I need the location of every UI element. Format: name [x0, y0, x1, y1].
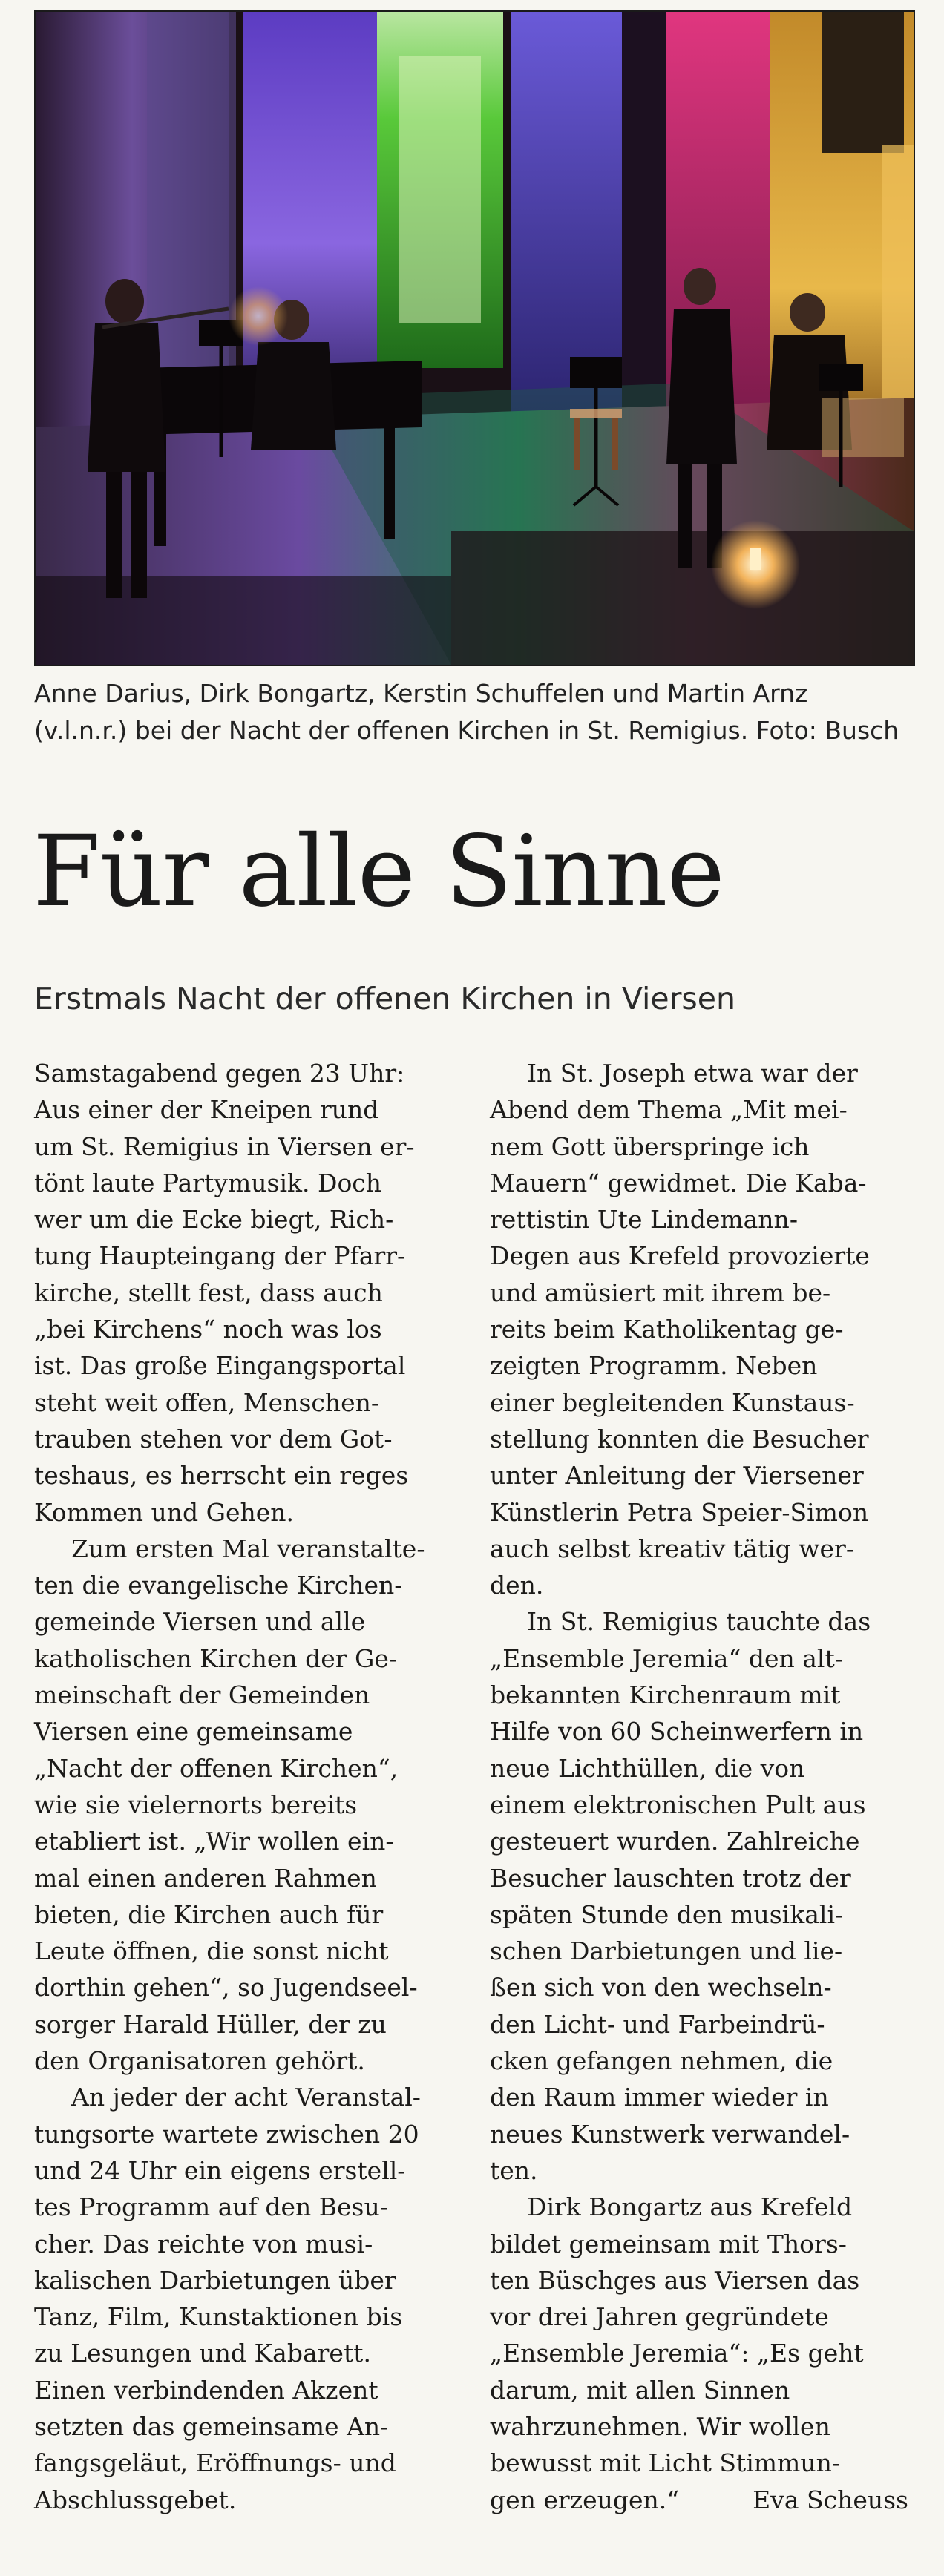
text-line: sorger Harald Hüller, der zu	[34, 2009, 387, 2039]
text-line: unter Anleitung der Viersener	[490, 1461, 864, 1491]
text-line: trauben stehen vor dem Got-	[34, 1424, 393, 1453]
text-line: Abschlussgebet.	[34, 2485, 237, 2514]
text-line: „Ensemble Jeremia“ den alt-	[490, 1643, 843, 1673]
text-line: zeigten Programm. Neben	[490, 1351, 818, 1381]
text-line: Viersen eine gemeinsame	[34, 1717, 353, 1747]
text-line: Zum ersten Mal veranstalte-	[71, 1534, 425, 1563]
text-line: fangsgeläut, Eröffnungs- und	[34, 2448, 396, 2478]
text-line: katholischen Kirchen der Ge-	[34, 1643, 398, 1673]
text-line: In St. Joseph etwa war der	[527, 1059, 858, 1088]
text-line: „bei Kirchens“ noch was los	[34, 1315, 382, 1344]
text-line: Aus einer der Kneipen rund	[34, 1095, 379, 1125]
text-line: Besucher lauschten trotz der	[490, 1863, 851, 1893]
text-line: darum, mit allen Sinnen	[490, 2375, 790, 2405]
text-line: um St. Remigius in Viersen er-	[34, 1131, 415, 1161]
text-line: tung Haupteingang der Pfarr-	[34, 1241, 406, 1271]
text-line: Mauern“ gewidmet. Die Kaba-	[490, 1168, 867, 1197]
text-line: wahrzunehmen. Wir wollen	[490, 2411, 830, 2441]
text-line: Degen aus Krefeld provozierte	[490, 1241, 870, 1271]
text-line: zu Lesungen und Kabarett.	[34, 2339, 371, 2368]
text-line: „Ensemble Jeremia“: „Es geht	[490, 2339, 864, 2368]
photo-caption	[34, 675, 917, 749]
text-line: gesteuert wurden. Zahlreiche	[490, 1827, 860, 1856]
closing-line	[490, 2482, 911, 2518]
text-line: den Organisatoren gehört.	[34, 2046, 365, 2076]
article-photo	[34, 10, 915, 666]
text-line: neue Lichthüllen, die von	[490, 1753, 805, 1783]
text-line: und 24 Uhr ein eigens erstell-	[34, 2155, 406, 2185]
text-line: ten Büschges aus Viersen das	[490, 2265, 860, 2295]
text-line: kalischen Darbietungen über	[34, 2265, 396, 2295]
text-line: neues Kunstwerk verwandel-	[490, 2119, 850, 2149]
text-line: Hilfe von 60 Scheinwerfern in	[490, 1717, 864, 1747]
text-line: einer begleitenden Kunstaus-	[490, 1387, 855, 1417]
text-line: Samstagabend gegen 23 Uhr:	[34, 1059, 405, 1088]
text-line: tönt laute Partymusik. Doch	[34, 1168, 382, 1197]
text-line: cken gefangen nehmen, die	[490, 2046, 833, 2076]
article-subheadline: Erstmals Nacht der offenen Kirchen in Viersen	[34, 981, 736, 1016]
text-line: den.	[490, 1571, 544, 1600]
text-line: bieten, die Kirchen auch für	[34, 1899, 384, 1929]
text-line: bekannten Kirchenraum mit	[490, 1680, 841, 1710]
paragraph	[34, 1531, 435, 2079]
paragraph	[490, 2189, 911, 2518]
text-line: nem Gott überspringe ich	[490, 1131, 810, 1161]
article-column-right	[490, 1055, 911, 2518]
text-line: stellung konnten die Besucher	[490, 1424, 869, 1453]
text-line: ßen sich von den wechseln-	[490, 1973, 832, 2002]
text-line: setzten das gemeinsame An-	[34, 2411, 389, 2441]
text-line: gen erzeugen.“	[490, 2485, 680, 2514]
text-line: bewusst mit Licht Stimmun-	[490, 2448, 840, 2478]
paragraph	[490, 1055, 911, 1603]
text-line: An jeder der acht Veranstal-	[71, 2083, 421, 2112]
text-line: ten.	[490, 2155, 538, 2185]
text-line: bildet gemeinsam mit Thors-	[490, 2229, 847, 2258]
text-line: „Nacht der offenen Kirchen“,	[34, 1753, 399, 1783]
text-line: meinschaft der Gemeinden	[34, 1680, 370, 1710]
caption-line: Anne Darius, Dirk Bongartz, Kerstin Schuffelen und Martin Arnz	[34, 679, 808, 708]
article-headline: Für alle Sinne	[33, 815, 724, 929]
text-line: tes Programm auf den Besu-	[34, 2192, 388, 2222]
text-line: schen Darbietungen und lie-	[490, 1936, 843, 1966]
text-line: Abend dem Thema „Mit mei-	[490, 1095, 848, 1125]
text-line: auch selbst kreativ tätig wer-	[490, 1534, 854, 1563]
text-line: den Raum immer wieder in	[490, 2083, 829, 2112]
text-line: wie sie vielernorts bereits	[34, 1790, 358, 1819]
text-line: Leute öffnen, die sonst nicht	[34, 1936, 389, 1966]
text-line: Einen verbindenden Akzent	[34, 2375, 378, 2405]
text-line: cher. Das reichte von musi-	[34, 2229, 373, 2258]
text-line: einem elektronischen Pult aus	[490, 1790, 866, 1819]
text-line: vor drei Jahren gegründete	[490, 2302, 829, 2332]
text-line: steht weit offen, Menschen-	[34, 1387, 380, 1417]
text-line: späten Stunde den musikali-	[490, 1899, 844, 1929]
text-line: Kommen und Gehen.	[34, 1497, 295, 1527]
text-line: dorthin gehen“, so Jugendseel-	[34, 1973, 418, 2002]
text-line: teshaus, es herrscht ein reges	[34, 1461, 409, 1491]
text-line: mal einen anderen Rahmen	[34, 1863, 377, 1893]
text-line: Tanz, Film, Kunstaktionen bis	[34, 2302, 403, 2332]
text-line: Künstlerin Petra Speier-Simon	[490, 1497, 869, 1527]
text-line: In St. Remigius tauchte das	[527, 1607, 871, 1637]
text-line: und amüsiert mit ihrem be-	[490, 1278, 831, 1307]
text-line: ten die evangelische Kirchen-	[34, 1571, 403, 1600]
text-line: wer um die Ecke biegt, Rich-	[34, 1205, 394, 1235]
paragraph	[490, 1603, 911, 2189]
text-line: gemeinde Viersen und alle	[34, 1607, 366, 1637]
text-line: ist. Das große Eingangsportal	[34, 1351, 406, 1381]
text-line: rettistin Ute Lindemann-	[490, 1205, 798, 1235]
article-column-left	[34, 1055, 435, 2518]
text-line: tungsorte wartete zwischen 20	[34, 2119, 419, 2149]
text-line: den Licht- und Farbeindrü-	[490, 2009, 825, 2039]
text-line: Dirk Bongartz aus Krefeld	[527, 2192, 853, 2222]
concert-photo-icon	[36, 12, 914, 665]
author-signature: Eva Scheuss	[753, 2485, 908, 2514]
paragraph	[34, 2079, 435, 2518]
text-line: kirche, stellt fest, dass auch	[34, 1278, 383, 1307]
text-line: etabliert ist. „Wir wollen ein-	[34, 1827, 394, 1856]
paragraph	[34, 1055, 435, 1531]
text-line: reits beim Katholikentag ge-	[490, 1315, 844, 1344]
caption-line: (v.l.n.r.) bei der Nacht der offenen Kirchen in St. Remigius. Foto: Busch	[34, 716, 899, 745]
